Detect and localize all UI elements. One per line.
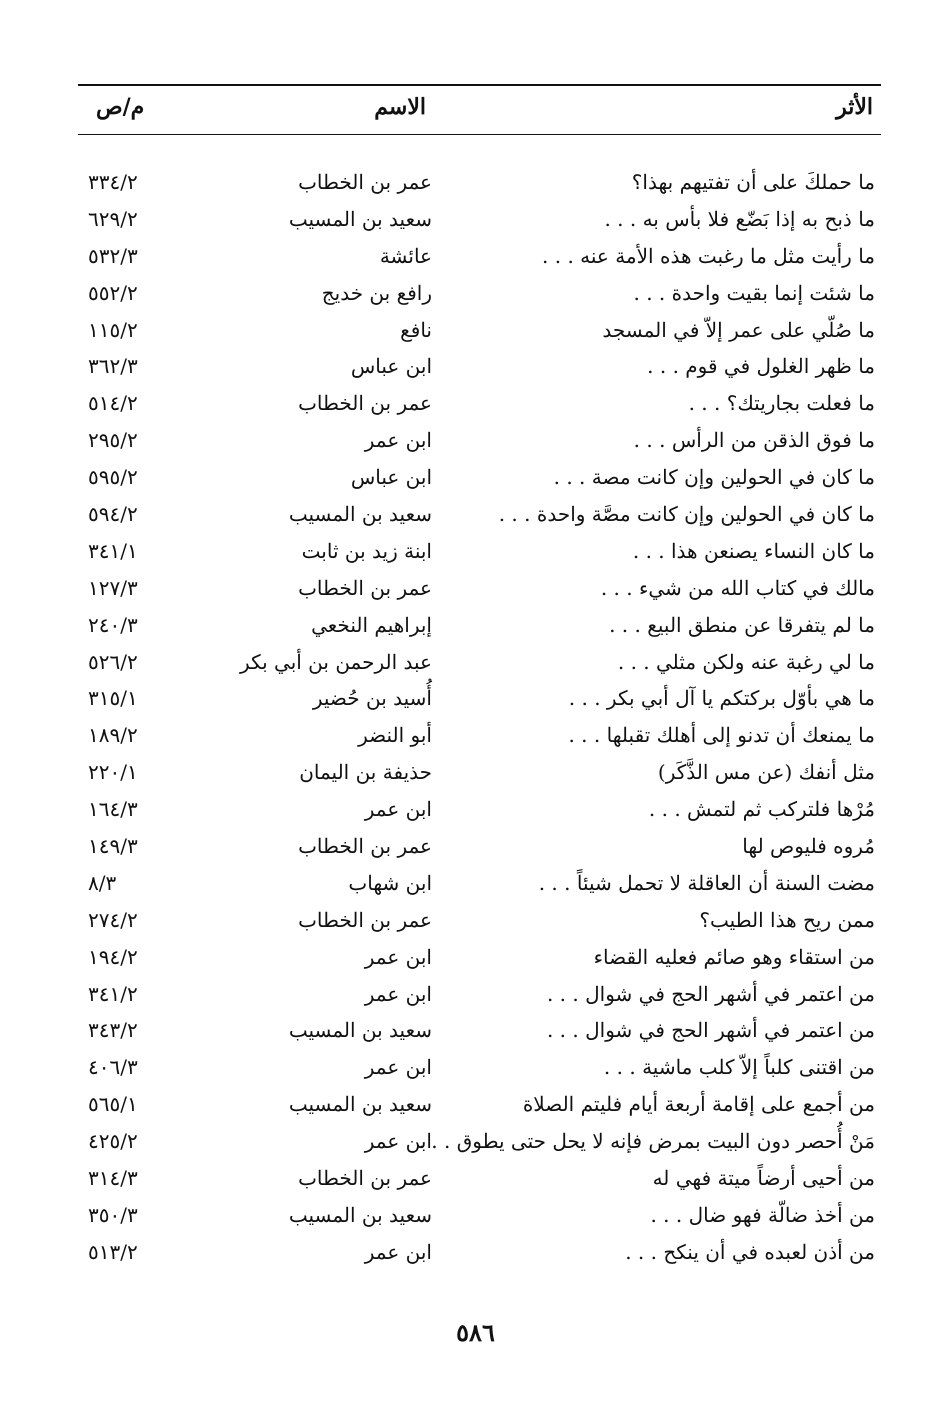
table-row <box>78 976 881 1013</box>
athar-text: مُروه فليوص لها <box>742 834 875 859</box>
narrator-name: ابن شهاب <box>348 870 432 895</box>
athar-text: مَنْ أُحصر دون البيت بمرض فإنه لا يحل حتى يطوق . . . <box>418 1129 875 1154</box>
volume-page-ref: ٤٢٥/٢ <box>88 1129 138 1154</box>
athar-text: مالك في كتاب الله من شيء . . . <box>600 575 875 600</box>
narrator-name: عمر بن الخطاب <box>298 834 432 859</box>
narrator-name: عمر بن الخطاب <box>298 170 432 194</box>
narrator-name: ابن عمر <box>364 797 432 822</box>
table-header <box>78 84 881 135</box>
narrator-name: ابن عمر <box>364 944 432 969</box>
narrator-name: سعيد بن المسيب <box>288 206 432 231</box>
narrator-name: عمر بن الخطاب <box>298 391 432 416</box>
volume-page-ref: ٨/٣ <box>88 870 117 895</box>
volume-page-ref: ٥٣٢/٣ <box>88 243 138 268</box>
athar-text: من أجمع على إقامة أربعة أيام فليتم الصلاة <box>522 1092 875 1117</box>
header-reference: م/ص <box>96 94 145 120</box>
header-athar: الأثر <box>836 94 873 120</box>
volume-page-ref: ٥٩٥/٢ <box>88 465 138 490</box>
volume-page-ref: ٢٤٠/٣ <box>88 612 138 637</box>
athar-text: من أخذ ضالّة فهو ضال . . . <box>650 1202 875 1227</box>
athar-text: من أحيى أرضاً ميتة فهي له <box>652 1166 875 1191</box>
volume-page-ref: ٢٩٥/٢ <box>88 428 138 453</box>
volume-page-ref: ٤٠٦/٣ <box>88 1055 138 1080</box>
athar-text: ما كان في الحولين وإن كانت مصة . . . <box>553 465 875 490</box>
volume-page-ref: ٣٤١/١ <box>88 538 138 563</box>
athar-text: ما كان في الحولين وإن كانت مصَّة واحدة . . . <box>498 502 875 527</box>
athar-text: ما ذبح به إذا بَضّع فلا بأس به . . . <box>604 206 875 231</box>
table-row <box>78 1197 881 1234</box>
narrator-name: ابن عباس <box>350 465 432 490</box>
narrator-name: نافع <box>400 317 432 342</box>
narrator-name: إبراهيم النخعي <box>311 612 432 637</box>
narrator-name: سعيد بن المسيب <box>288 502 432 527</box>
athar-text: ما لم يتفرقا عن منطق البيع . . . <box>609 612 875 637</box>
table-row <box>78 717 881 754</box>
narrator-name: سعيد بن المسيب <box>288 1202 432 1227</box>
table-row <box>78 422 881 459</box>
volume-page-ref: ١٦٤/٣ <box>88 797 138 822</box>
volume-page-ref: ١٤٩/٣ <box>88 834 138 859</box>
athar-text: من اقتنى كلباً إلاّ كلب ماشية . . . <box>603 1055 875 1080</box>
table-row <box>78 348 881 385</box>
header-name: الاسم <box>374 94 426 120</box>
table-row <box>78 754 881 791</box>
table-row <box>78 1234 881 1271</box>
table-row <box>78 607 881 644</box>
narrator-name: عمر بن الخطاب <box>298 907 432 932</box>
table-row <box>78 1160 881 1197</box>
narrator-name: سعيد بن المسيب <box>288 1018 432 1043</box>
narrator-name: حذيفة بن اليمان <box>299 760 432 785</box>
table-row <box>78 570 881 607</box>
table-row <box>78 828 881 865</box>
table-row <box>78 496 881 533</box>
table-row <box>78 201 881 238</box>
volume-page-ref: ٣١٥/١ <box>88 686 138 711</box>
athar-text: مُرْها فلتركب ثم لتمش . . . <box>648 797 875 822</box>
athar-text: من استقاء وهو صائم فعليه القضاء <box>593 944 875 969</box>
volume-page-ref: ١٢٧/٣ <box>88 575 138 600</box>
narrator-name: أُسيد بن حُضير <box>312 686 432 711</box>
index-table <box>78 164 881 1271</box>
volume-page-ref: ٥١٣/٢ <box>88 1239 138 1264</box>
table-row <box>78 1049 881 1086</box>
table-row <box>78 644 881 681</box>
volume-page-ref: ٢٢٠/١ <box>88 760 138 785</box>
volume-page-ref: ٣٣٤/٢ <box>88 170 138 194</box>
athar-text: ما شئت إنما بقيت واحدة . . . <box>633 280 875 305</box>
narrator-name: سعيد بن المسيب <box>288 1092 432 1117</box>
volume-page-ref: ٢٧٤/٢ <box>88 907 138 932</box>
athar-text: ممن ريح هذا الطيب؟ <box>699 907 875 932</box>
athar-text: مثل أنفك (عن مس الذَّكَر) <box>657 760 875 785</box>
narrator-name: أبو النضر <box>358 723 432 748</box>
narrator-name: عائشة <box>379 243 432 268</box>
volume-page-ref: ٣٦٢/٣ <box>88 354 138 379</box>
athar-text: ما يمنعك أن تدنو إلى أهلك تقبلها . . . <box>568 723 875 748</box>
table-row <box>78 939 881 976</box>
narrator-name: ابن عمر <box>364 1055 432 1080</box>
table-row <box>78 459 881 496</box>
narrator-name: عبد الرحمن بن أبي بكر <box>240 649 432 674</box>
table-row <box>78 385 881 422</box>
athar-text: ما لي رغبة عنه ولكن مثلي . . . <box>617 649 875 674</box>
volume-page-ref: ٥١٤/٢ <box>88 391 138 416</box>
table-row <box>78 865 881 902</box>
table-row <box>78 1123 881 1160</box>
athar-text: من اعتمر في أشهر الحج في شوال . . . <box>546 981 875 1006</box>
volume-page-ref: ٦٢٩/٢ <box>88 206 138 231</box>
athar-text: ما فعلت بجاريتك؟ . . . <box>688 391 875 416</box>
athar-text: ما حملكَ على أن تفتيهم بهذا؟ <box>631 170 875 194</box>
table-row <box>78 791 881 828</box>
volume-page-ref: ٥٢٦/٢ <box>88 649 138 674</box>
athar-text: ما صُلّي على عمر إلاّ في المسجد <box>602 317 875 342</box>
volume-page-ref: ١٨٩/٢ <box>88 723 138 748</box>
athar-text: ما كان النساء يصنعن هذا . . . <box>632 538 875 563</box>
volume-page-ref: ١٩٤/٢ <box>88 944 138 969</box>
table-row <box>78 164 881 201</box>
volume-page-ref: ٥٦٥/١ <box>88 1092 138 1117</box>
narrator-name: ابن عمر <box>364 428 432 453</box>
narrator-name: عمر بن الخطاب <box>298 575 432 600</box>
athar-text: ما هي بأوّل بركتكم يا آل أبي بكر . . . <box>568 686 875 711</box>
volume-page-ref: ١١٥/٢ <box>88 317 138 342</box>
volume-page-ref: ٥٥٢/٢ <box>88 280 138 305</box>
volume-page-ref: ٣٤٣/٢ <box>88 1018 138 1043</box>
narrator-name: ابن عمر <box>364 981 432 1006</box>
athar-text: ما رأيت مثل ما رغبت هذه الأمة عنه . . . <box>542 243 875 268</box>
narrator-name: رافع بن خديج <box>321 280 432 305</box>
table-row <box>78 1086 881 1123</box>
volume-page-ref: ٣٤١/٢ <box>88 981 138 1006</box>
volume-page-ref: ٥٩٤/٢ <box>88 502 138 527</box>
narrator-name: ابن عباس <box>350 354 432 379</box>
table-row <box>78 1012 881 1049</box>
page-number: ٥٨٦ <box>456 1318 495 1347</box>
athar-text: مضت السنة أن العاقلة لا تحمل شيئاً . . . <box>538 870 875 895</box>
athar-text: من أذن لعبده في أن ينكح . . . <box>625 1239 875 1264</box>
table-row <box>78 312 881 349</box>
volume-page-ref: ٣١٤/٣ <box>88 1166 138 1191</box>
narrator-name: ابن عمر <box>364 1239 432 1264</box>
volume-page-ref: ٣٥٠/٣ <box>88 1202 138 1227</box>
narrator-name: ابنة زيد بن ثابت <box>301 538 432 563</box>
narrator-name: عمر بن الخطاب <box>298 1166 432 1191</box>
table-row <box>78 238 881 275</box>
athar-text: ما فوق الذقن من الرأس . . . <box>633 428 875 453</box>
table-row <box>78 680 881 717</box>
athar-text: من اعتمر في أشهر الحج في شوال . . . <box>546 1018 875 1043</box>
table-row <box>78 902 881 939</box>
table-row <box>78 275 881 312</box>
athar-text: ما ظهر الغلول في قوم . . . <box>647 354 875 379</box>
narrator-name: ابن عمر <box>364 1129 432 1154</box>
table-row <box>78 533 881 570</box>
